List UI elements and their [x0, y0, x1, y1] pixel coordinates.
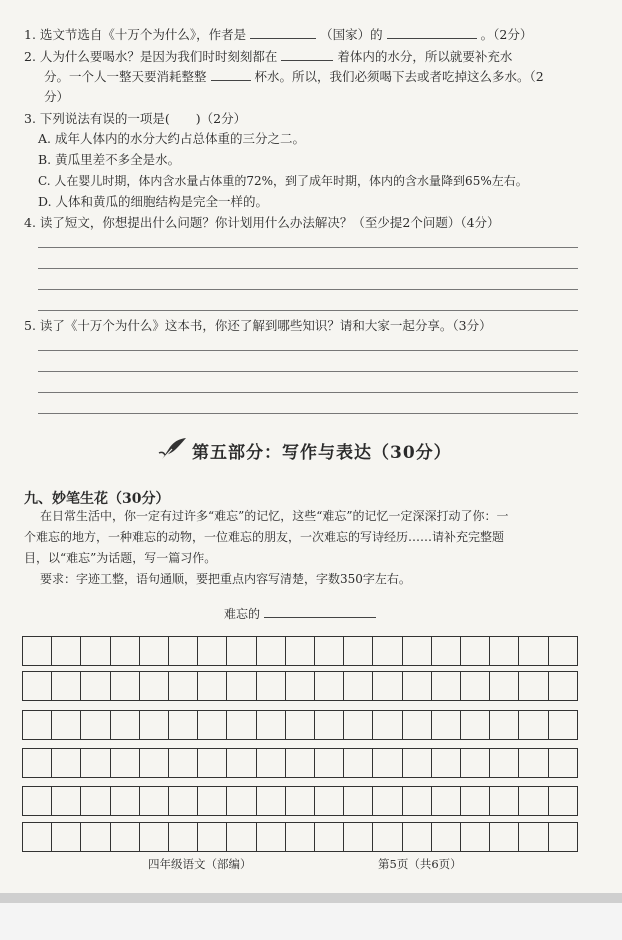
grid-cell[interactable]	[432, 672, 461, 700]
q5-answer-line[interactable]	[38, 350, 578, 351]
q2-cups-blank[interactable]	[211, 68, 251, 81]
essay-title-blank[interactable]	[264, 605, 376, 618]
q2-text-2a: 分。一个人一整天要消耗整整	[44, 69, 207, 84]
q3-stem: 下列说法有误的一项是(	[39, 111, 170, 126]
grid-cell[interactable]	[52, 749, 81, 777]
grid-cell[interactable]	[23, 711, 52, 739]
grid-cell[interactable]	[549, 787, 577, 815]
grid-row	[22, 636, 578, 666]
grid-cell[interactable]	[461, 672, 490, 700]
footer-subject: 四年级语文（部编）	[148, 857, 252, 871]
grid-cell[interactable]	[81, 823, 110, 851]
grid-cell[interactable]	[373, 637, 402, 665]
q1-author-blank[interactable]	[250, 26, 316, 39]
q2-number: 2.	[24, 49, 36, 64]
grid-cell[interactable]	[81, 787, 110, 815]
grid-cell[interactable]	[52, 823, 81, 851]
grid-cell[interactable]	[81, 637, 110, 665]
grid-cell[interactable]	[403, 823, 432, 851]
q1-text-c: 。（2分）	[480, 27, 533, 42]
q2-verb-blank[interactable]	[281, 48, 333, 61]
grid-cell[interactable]	[373, 711, 402, 739]
grid-cell[interactable]	[432, 637, 461, 665]
question-5: 5. 读了《十万个为什么》这本书，你还了解到哪些知识？请和大家一起分享。（3分）	[24, 318, 492, 333]
grid-cell[interactable]	[198, 672, 227, 700]
grid-cell[interactable]	[461, 637, 490, 665]
grid-cell[interactable]	[373, 672, 402, 700]
grid-cell[interactable]	[52, 637, 81, 665]
q1-number: 1.	[24, 27, 36, 42]
grid-cell[interactable]	[461, 749, 490, 777]
grid-cell[interactable]	[23, 787, 52, 815]
question-3	[24, 110, 246, 128]
grid-cell[interactable]	[140, 711, 169, 739]
grid-cell[interactable]	[315, 823, 344, 851]
section-title: 第五部分：写作与表达（30分）	[192, 442, 452, 463]
grid-cell[interactable]	[81, 749, 110, 777]
grid-cell[interactable]	[403, 749, 432, 777]
grid-cell[interactable]	[227, 672, 256, 700]
grid-cell[interactable]	[490, 672, 519, 700]
grid-cell[interactable]	[519, 711, 548, 739]
question-2-line2	[44, 68, 544, 86]
question-2-line1	[24, 48, 512, 66]
essay-title-prefix: 难忘的	[224, 607, 261, 621]
q3-number: 3.	[24, 111, 36, 126]
grid-cell[interactable]	[198, 823, 227, 851]
grid-cell[interactable]	[403, 787, 432, 815]
essay-title	[224, 605, 376, 623]
requirement-text: 要求：字迹工整，语句通顺，要把重点内容写清楚，字数350字左右。	[40, 572, 411, 586]
grid-cell[interactable]	[461, 711, 490, 739]
grid-cell[interactable]	[169, 637, 198, 665]
grid-cell[interactable]	[403, 711, 432, 739]
grid-cell[interactable]	[111, 637, 140, 665]
question-2-line3	[44, 88, 69, 106]
grid-cell[interactable]	[140, 749, 169, 777]
grid-cell[interactable]	[344, 823, 373, 851]
grid-cell[interactable]	[111, 749, 140, 777]
q2-text-1a: 人为什么要喝水？是因为我们时时刻刻都在	[39, 49, 278, 64]
grid-cell[interactable]	[198, 637, 227, 665]
grid-cell[interactable]	[111, 711, 140, 739]
grid-cell[interactable]	[490, 711, 519, 739]
grid-cell[interactable]	[315, 749, 344, 777]
q2-text-1b: 着体内的水分，所以就要补充水	[337, 49, 513, 64]
grid-cell[interactable]	[344, 637, 373, 665]
feather-quill-icon	[158, 437, 188, 463]
grid-cell[interactable]	[286, 823, 315, 851]
grid-cell[interactable]	[140, 672, 169, 700]
q3-option-d: D. 人体和黄瓜的细胞结构是完全一样的。	[38, 194, 269, 209]
grid-row	[22, 710, 578, 740]
grid-cell[interactable]	[257, 823, 286, 851]
grid-cell[interactable]	[403, 672, 432, 700]
grid-cell[interactable]	[227, 711, 256, 739]
grid-cell[interactable]	[344, 787, 373, 815]
grid-cell[interactable]	[257, 711, 286, 739]
grid-cell[interactable]	[549, 637, 577, 665]
prompt-line-1: 在日常生活中，你一定有过许多“难忘”的记忆，这些“难忘”的记忆一定深深打动了你：一	[40, 509, 509, 523]
grid-cell[interactable]	[23, 749, 52, 777]
grid-cell[interactable]	[81, 672, 110, 700]
writing-heading: 九、妙笔生花（30分）	[24, 491, 170, 507]
q1-text-a: 选文节选自《十万个为什么》，作者是	[39, 27, 247, 42]
q5-answer-line[interactable]	[38, 371, 578, 372]
grid-cell[interactable]	[344, 711, 373, 739]
grid-cell[interactable]	[140, 823, 169, 851]
q3-option-b: B. 黄瓜里差不多全是水。	[38, 152, 181, 167]
grid-cell[interactable]	[140, 787, 169, 815]
q3-option-a: A. 成年人体内的水分大约占总体重的三分之二。	[38, 131, 305, 146]
grid-cell[interactable]	[490, 749, 519, 777]
grid-cell[interactable]	[315, 787, 344, 815]
q4-answer-line[interactable]	[38, 289, 578, 290]
grid-row	[22, 822, 578, 852]
grid-cell[interactable]	[23, 637, 52, 665]
grid-cell[interactable]	[286, 749, 315, 777]
q3-score: )（2分）	[195, 111, 247, 126]
q1-occupation-blank[interactable]	[387, 26, 477, 39]
grid-cell[interactable]	[549, 672, 577, 700]
prompt-line-3: 目，以“难忘”为话题，写一篇习作。	[24, 551, 217, 565]
grid-cell[interactable]	[519, 787, 548, 815]
grid-cell[interactable]	[169, 711, 198, 739]
grid-cell[interactable]	[23, 672, 52, 700]
grid-cell[interactable]	[257, 749, 286, 777]
grid-cell[interactable]	[52, 672, 81, 700]
q1-text-b: （国家）的	[320, 27, 383, 42]
grid-cell[interactable]	[432, 787, 461, 815]
grid-cell[interactable]	[549, 711, 577, 739]
grid-cell[interactable]	[432, 823, 461, 851]
grid-cell[interactable]	[52, 711, 81, 739]
section-header	[158, 437, 452, 463]
grid-cell[interactable]	[257, 637, 286, 665]
grid-cell[interactable]	[111, 787, 140, 815]
grid-cell[interactable]	[373, 787, 402, 815]
q5-answer-line[interactable]	[38, 392, 578, 393]
grid-cell[interactable]	[198, 787, 227, 815]
grid-cell[interactable]	[490, 637, 519, 665]
grid-cell[interactable]	[286, 672, 315, 700]
q4-answer-line[interactable]	[38, 268, 578, 269]
grid-cell[interactable]	[344, 672, 373, 700]
q4-answer-line[interactable]	[38, 310, 578, 311]
q2-text-3: 分）	[44, 89, 70, 104]
grid-cell[interactable]	[461, 823, 490, 851]
grid-cell[interactable]	[490, 787, 519, 815]
grid-cell[interactable]	[23, 823, 52, 851]
grid-cell[interactable]	[286, 637, 315, 665]
grid-cell[interactable]	[81, 711, 110, 739]
question-4: 4. 读了短文，你想提出什么问题？你计划用什么办法解决？（至少提2个问题）（4分）	[24, 215, 500, 230]
grid-cell[interactable]	[373, 823, 402, 851]
grid-cell[interactable]	[490, 823, 519, 851]
grid-cell[interactable]	[373, 749, 402, 777]
grid-cell[interactable]	[315, 637, 344, 665]
grid-cell[interactable]	[519, 637, 548, 665]
grid-cell[interactable]	[198, 711, 227, 739]
grid-cell[interactable]	[52, 787, 81, 815]
grid-cell[interactable]	[286, 711, 315, 739]
grid-cell[interactable]	[461, 787, 490, 815]
grid-row	[22, 748, 578, 778]
grid-cell[interactable]	[227, 787, 256, 815]
footer-page: 第5页（共6页）	[378, 857, 462, 871]
grid-cell[interactable]	[198, 749, 227, 777]
grid-cell[interactable]	[111, 823, 140, 851]
grid-cell[interactable]	[403, 637, 432, 665]
grid-cell[interactable]	[549, 749, 577, 777]
grid-row	[22, 671, 578, 701]
grid-cell[interactable]	[257, 672, 286, 700]
q5-answer-line[interactable]	[38, 413, 578, 414]
grid-cell[interactable]	[519, 672, 548, 700]
grid-cell[interactable]	[227, 749, 256, 777]
grid-cell[interactable]	[169, 787, 198, 815]
grid-cell[interactable]	[432, 749, 461, 777]
grid-cell[interactable]	[286, 787, 315, 815]
grid-cell[interactable]	[169, 672, 198, 700]
grid-cell[interactable]	[315, 711, 344, 739]
q4-answer-line[interactable]	[38, 247, 578, 248]
grid-cell[interactable]	[111, 672, 140, 700]
page-edge	[0, 893, 622, 903]
grid-cell[interactable]	[169, 823, 198, 851]
grid-row	[22, 786, 578, 816]
grid-cell[interactable]	[549, 823, 577, 851]
q2-text-2b: 杯水。所以，我们必须喝下去或者吃掉这么多水。（2	[254, 69, 544, 84]
grid-cell[interactable]	[257, 787, 286, 815]
prompt-line-2: 个难忘的地方，一种难忘的动物，一位难忘的朋友，一次难忘的写诗经历……请补充完整题	[24, 530, 505, 544]
grid-cell[interactable]	[315, 672, 344, 700]
grid-cell[interactable]	[227, 823, 256, 851]
background	[0, 903, 622, 940]
question-1	[24, 26, 532, 44]
grid-cell[interactable]	[140, 637, 169, 665]
grid-cell[interactable]	[519, 749, 548, 777]
grid-cell[interactable]	[227, 637, 256, 665]
grid-cell[interactable]	[344, 749, 373, 777]
grid-cell[interactable]	[519, 823, 548, 851]
grid-cell[interactable]	[432, 711, 461, 739]
q3-option-c: C. 人在婴儿时期，体内含水量占体重的72%，到了成年时期，体内的含水量降到65%左右。	[38, 174, 528, 188]
grid-cell[interactable]	[169, 749, 198, 777]
